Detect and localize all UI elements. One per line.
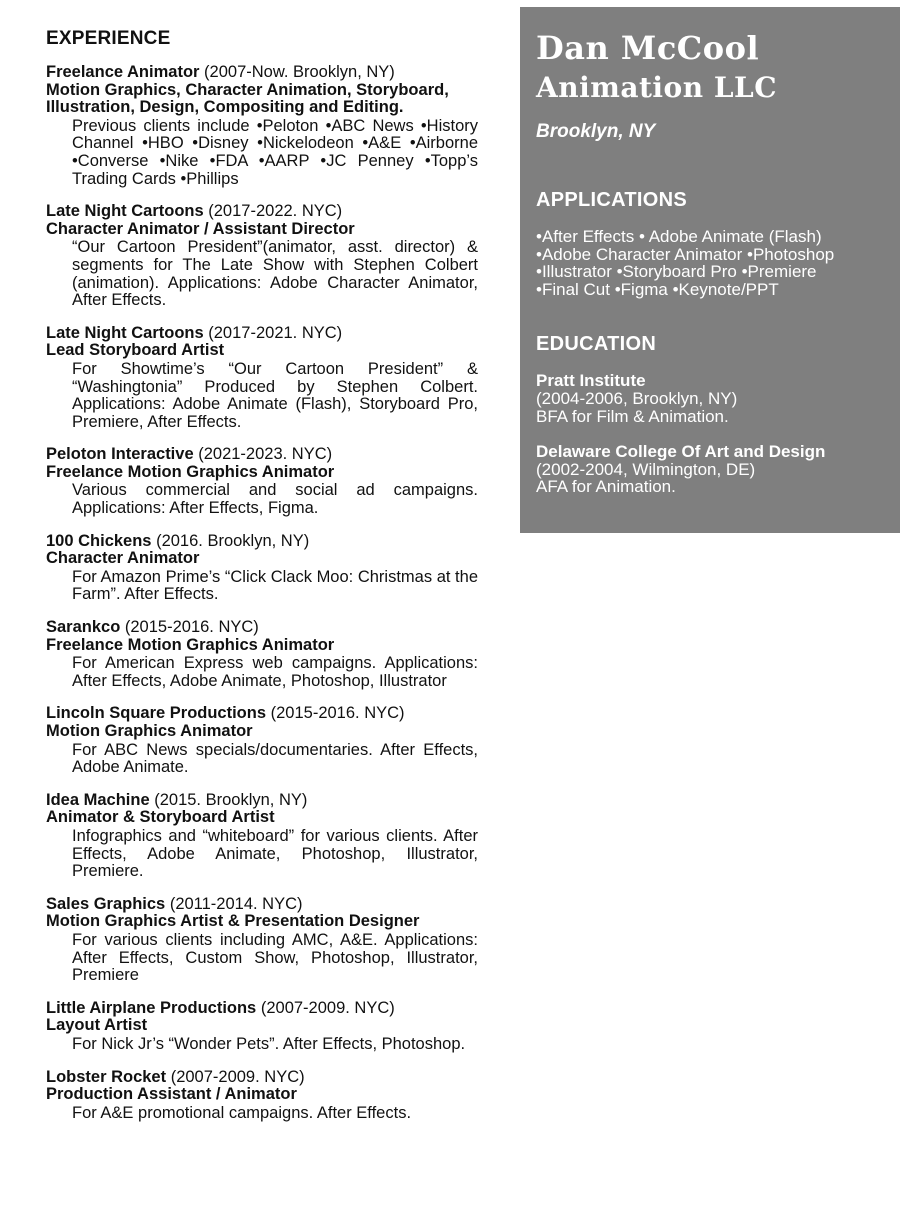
education-dates: (2002-2004, Wilmington, DE) — [536, 459, 756, 479]
job-meta: (2021-2023. NYC) — [198, 445, 333, 464]
job-entry — [46, 896, 478, 985]
job-description: For A&E promotional campaigns. After Effects. — [72, 1103, 412, 1122]
education-degree: BFA for Film & Animation. — [536, 406, 729, 426]
education-dates: (2004-2006, Brooklyn, NY) — [536, 388, 738, 408]
job-header — [46, 896, 478, 914]
job-description: For American Express web campaigns. Applications: After Effects, Adobe Animate, Photoshop, Illustrator — [72, 654, 478, 690]
job-header — [46, 705, 478, 723]
job-role: Production Assistant / Animator — [46, 1085, 297, 1104]
job-role: Freelance Motion Graphics Animator — [46, 462, 335, 481]
job-meta: (2017-2022. NYC) — [208, 202, 343, 221]
job-meta: (2011-2014. NYC) — [169, 894, 303, 913]
sidebar-panel — [520, 7, 900, 533]
job-company: Late Night Cartoons — [46, 323, 204, 342]
job-company: Late Night Cartoons — [46, 202, 204, 221]
job-entry — [46, 792, 478, 881]
business-name-line-1: Dan McCool — [536, 29, 760, 67]
job-description: For Nick Jr’s “Wonder Pets”. After Effects, Photoshop. — [72, 1034, 466, 1053]
job-meta: (2015-2016. NYC) — [270, 704, 405, 723]
job-entry — [46, 1069, 478, 1123]
applications-line: •Final Cut •Figma •Keynote/PPT — [536, 279, 779, 299]
job-company: Peloton Interactive — [46, 445, 194, 464]
experience-heading: EXPERIENCE — [46, 28, 171, 49]
job-meta: (2007-2009. NYC) — [260, 998, 395, 1017]
job-role: Motion Graphics Animator — [46, 722, 253, 740]
job-header — [46, 1069, 478, 1087]
education-school: Pratt Institute — [536, 371, 646, 391]
job-company: Freelance Animator — [46, 63, 200, 81]
job-description: Previous clients include •Peloton •ABC News •History Channel •HBO •Disney •Nickelodeon •A&E •Airborne •Converse •Nike •FDA •AARP •JC Penney •Topp’s Trading Cards •Phillips — [72, 116, 478, 188]
education-item — [536, 372, 884, 425]
applications-line: •Adobe Character Animator •Photoshop — [536, 244, 835, 264]
applications-heading: APPLICATIONS — [536, 189, 688, 211]
job-role: Layout Artist — [46, 1016, 148, 1035]
job-role: Character Animator — [46, 549, 200, 568]
job-meta: (2017-2021. NYC) — [208, 323, 343, 342]
job-role: Motion Graphics Artist & Presentation Designer — [46, 912, 420, 931]
applications-list — [536, 228, 884, 298]
job-description: For Showtime’s “Our Cartoon President” & “Washingtonia” Produced by Stephen Colbert. Applications: Adobe Animate (Flash), Storyboard Pro, Premiere, After Effects. — [72, 359, 478, 431]
job-meta: (2015. Brooklyn, NY) — [154, 790, 308, 809]
applications-line: •Illustrator •Storyboard Pro •Premiere — [536, 262, 817, 282]
job-entry — [46, 446, 478, 517]
job-company: Sarankco — [46, 618, 121, 637]
job-role: Motion Graphics, Character Animation, Storyboard, Illustration, Design, Compositing and Editing. — [46, 80, 449, 117]
job-description: Various commercial and social ad campaigns. Applications: After Effects, Figma. — [72, 481, 478, 518]
job-company: Sales Graphics — [46, 894, 166, 913]
job-entry — [46, 1000, 478, 1054]
job-header — [46, 1000, 478, 1018]
job-header — [46, 203, 478, 221]
job-company: 100 Chickens — [46, 531, 152, 550]
job-meta: (2007-Now. Brooklyn, NY) — [204, 63, 395, 81]
education-degree: AFA for Animation. — [536, 477, 676, 497]
job-entry — [46, 203, 478, 310]
job-header — [46, 792, 478, 810]
job-description: For various clients including AMC, A&E. Applications: After Effects, Custom Show, Photoshop, Illustrator, Premiere — [72, 930, 478, 985]
job-list — [46, 64, 478, 1122]
job-header — [46, 619, 478, 637]
education-heading: EDUCATION — [536, 333, 657, 356]
business-name-line-2: Animation LLC — [536, 71, 777, 104]
education-school: Delaware College Of Art and Design — [536, 442, 826, 462]
job-header — [46, 533, 478, 551]
job-header — [46, 446, 478, 464]
job-entry — [46, 533, 478, 604]
job-header — [46, 64, 478, 82]
job-role: Lead Storyboard Artist — [46, 341, 225, 360]
job-company: Lincoln Square Productions — [46, 704, 267, 723]
applications-line: •After Effects • Adobe Animate (Flash) — [536, 227, 822, 246]
education-item — [536, 443, 884, 496]
job-role: Character Animator / Assistant Director — [46, 219, 355, 238]
job-description: “Our Cartoon President”(animator, asst. director) & segments for The Late Show with Stephen Colbert (animation). Applications: Adobe Character Animator, After Effects. — [72, 238, 478, 310]
job-meta: (2007-2009. NYC) — [170, 1067, 305, 1086]
job-entry — [46, 705, 478, 776]
job-header — [46, 325, 478, 343]
location: Brooklyn, NY — [536, 121, 656, 142]
job-meta: (2016. Brooklyn, NY) — [156, 531, 310, 550]
job-company: Idea Machine — [46, 790, 150, 809]
job-entry — [46, 619, 478, 690]
job-company: Lobster Rocket — [46, 1067, 167, 1086]
job-role: Freelance Motion Graphics Animator — [46, 635, 335, 654]
job-description: For Amazon Prime’s “Click Clack Moo: Christmas at the Farm”. After Effects. — [72, 567, 478, 604]
experience-column — [46, 28, 478, 1137]
job-role: Animator & Storyboard Artist — [46, 808, 275, 827]
job-description: For ABC News specials/documentaries. After Effects, Adobe Animate. — [72, 740, 478, 777]
job-company: Little Airplane Productions — [46, 998, 257, 1017]
job-meta: (2015-2016. NYC) — [124, 618, 259, 637]
job-entry — [46, 325, 478, 432]
job-description: Infographics and “whiteboard” for various clients. After Effects, Adobe Animate, Photoshop, Illustrator, Premiere. — [72, 826, 478, 881]
job-entry — [46, 64, 478, 188]
